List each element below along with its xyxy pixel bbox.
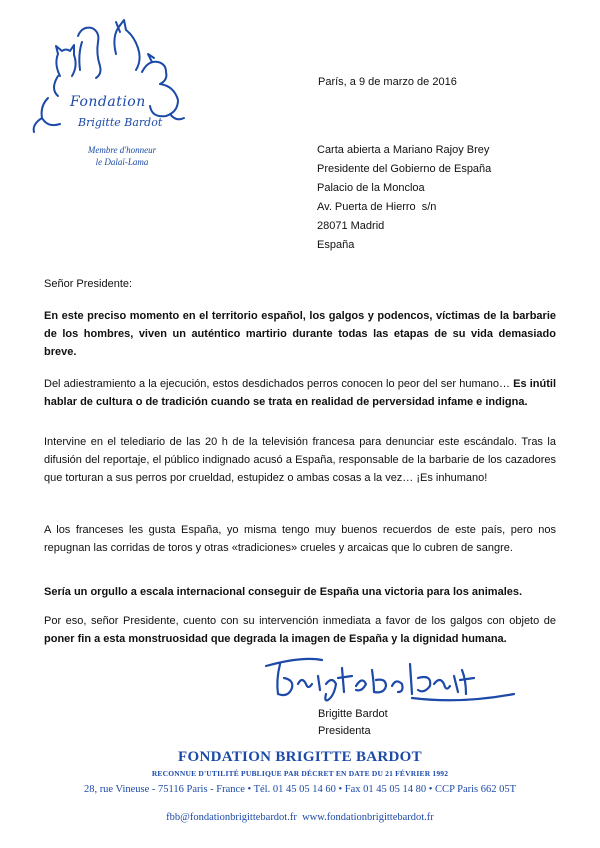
- signature-icon: [262, 650, 524, 706]
- foundation-logo: [20, 14, 190, 144]
- recipient-line2: Presidente del Gobierno de España: [317, 163, 492, 175]
- paragraph-2: [44, 375, 556, 411]
- paragraph-6: [44, 612, 556, 648]
- paragraph-6-emphasis: poner fin a esta monstruosidad que degrada la imagen de España y la dignidad humana.: [44, 633, 507, 646]
- footer-web: fbb@fondationbrigittebardot.fr www.fondationbrigittebardot.fr: [166, 812, 434, 823]
- signer-name: Brigitte Bardot: [318, 708, 388, 720]
- logo-wordmark-line1: Fondation: [70, 94, 146, 110]
- letter-date: París, a 9 de marzo de 2016: [318, 76, 457, 88]
- recipient-line4: Av. Puerta de Hierro s/n: [317, 201, 437, 213]
- salutation: Señor Presidente:: [44, 278, 133, 290]
- honorary-member: [72, 144, 172, 168]
- signer-block: [318, 706, 388, 740]
- signer-title: Presidenta: [318, 725, 371, 737]
- recipient-line1: Carta abierta a Mariano Rajoy Brey: [317, 144, 490, 156]
- honor-line1: Membre d'honneur: [87, 145, 157, 155]
- paragraph-5: Sería un orgullo a escala internacional conseguir de España una victoria para los animales.: [44, 586, 523, 598]
- recipient-line5: 28071 Madrid: [317, 220, 385, 232]
- footer-address: 28, rue Vineuse - 75116 Paris - France • Tél. 01 45 05 14 60 • Fax 01 45 05 14 80 • CCP Paris 662 05T: [83, 784, 517, 795]
- recipient-address: [317, 141, 491, 255]
- paragraph-3: Intervine en el telediario de las 20 h de la televisión francesa para denunciar este escándalo. Tras la difusión del reportaje, el público indignado acusó a España, responsable de la barbarie de los cazadores que torturan a sus perros por crueldad, estupidez o ambas cosas a la vez… ¡Es inhumano!: [44, 436, 556, 485]
- paragraph-2-emphasis: Es inútil hablar de cultura o de tradición cuando se trata en realidad de perversidad infame e indigna.: [44, 378, 557, 409]
- honor-line2: le Dalaï-Lama: [95, 157, 149, 167]
- recipient-line6: España: [317, 239, 355, 251]
- paragraph-1: En este preciso momento en el territorio español, los galgos y podencos, víctimas de la barbarie de los hombres, viven un auténtico martirio durante todas las etapas de su vida demasiado breve.: [44, 310, 556, 359]
- paragraph-4: A los franceses les gusta España, yo misma tengo muy buenos recuerdos de este país, pero nos repugnan las corridas de toros y otras «tradiciones» crueles y arcaicas que lo cubren de sangre.: [44, 524, 556, 555]
- footer-subtitle: RECONNUE D'UTILITÉ PUBLIQUE PAR DÉCRET EN DATE DU 21 FÉVRIER 1992: [151, 769, 449, 778]
- handwritten-signature: [262, 650, 524, 706]
- logo-wordmark-line2: Brigitte Bardot: [78, 116, 163, 129]
- recipient-line3: Palacio de la Moncloa: [317, 182, 425, 194]
- footer-title: FONDATION BRIGITTE BARDOT: [178, 749, 422, 765]
- paragraph-6-intro: Por eso, señor Presidente, cuento con su intervención inmediata a favor de los galgos con objeto de: [44, 615, 556, 627]
- paragraph-2-intro: Del adiestramiento a la ejecución, estos desdichados perros conocen lo peor del ser humano…: [44, 378, 514, 390]
